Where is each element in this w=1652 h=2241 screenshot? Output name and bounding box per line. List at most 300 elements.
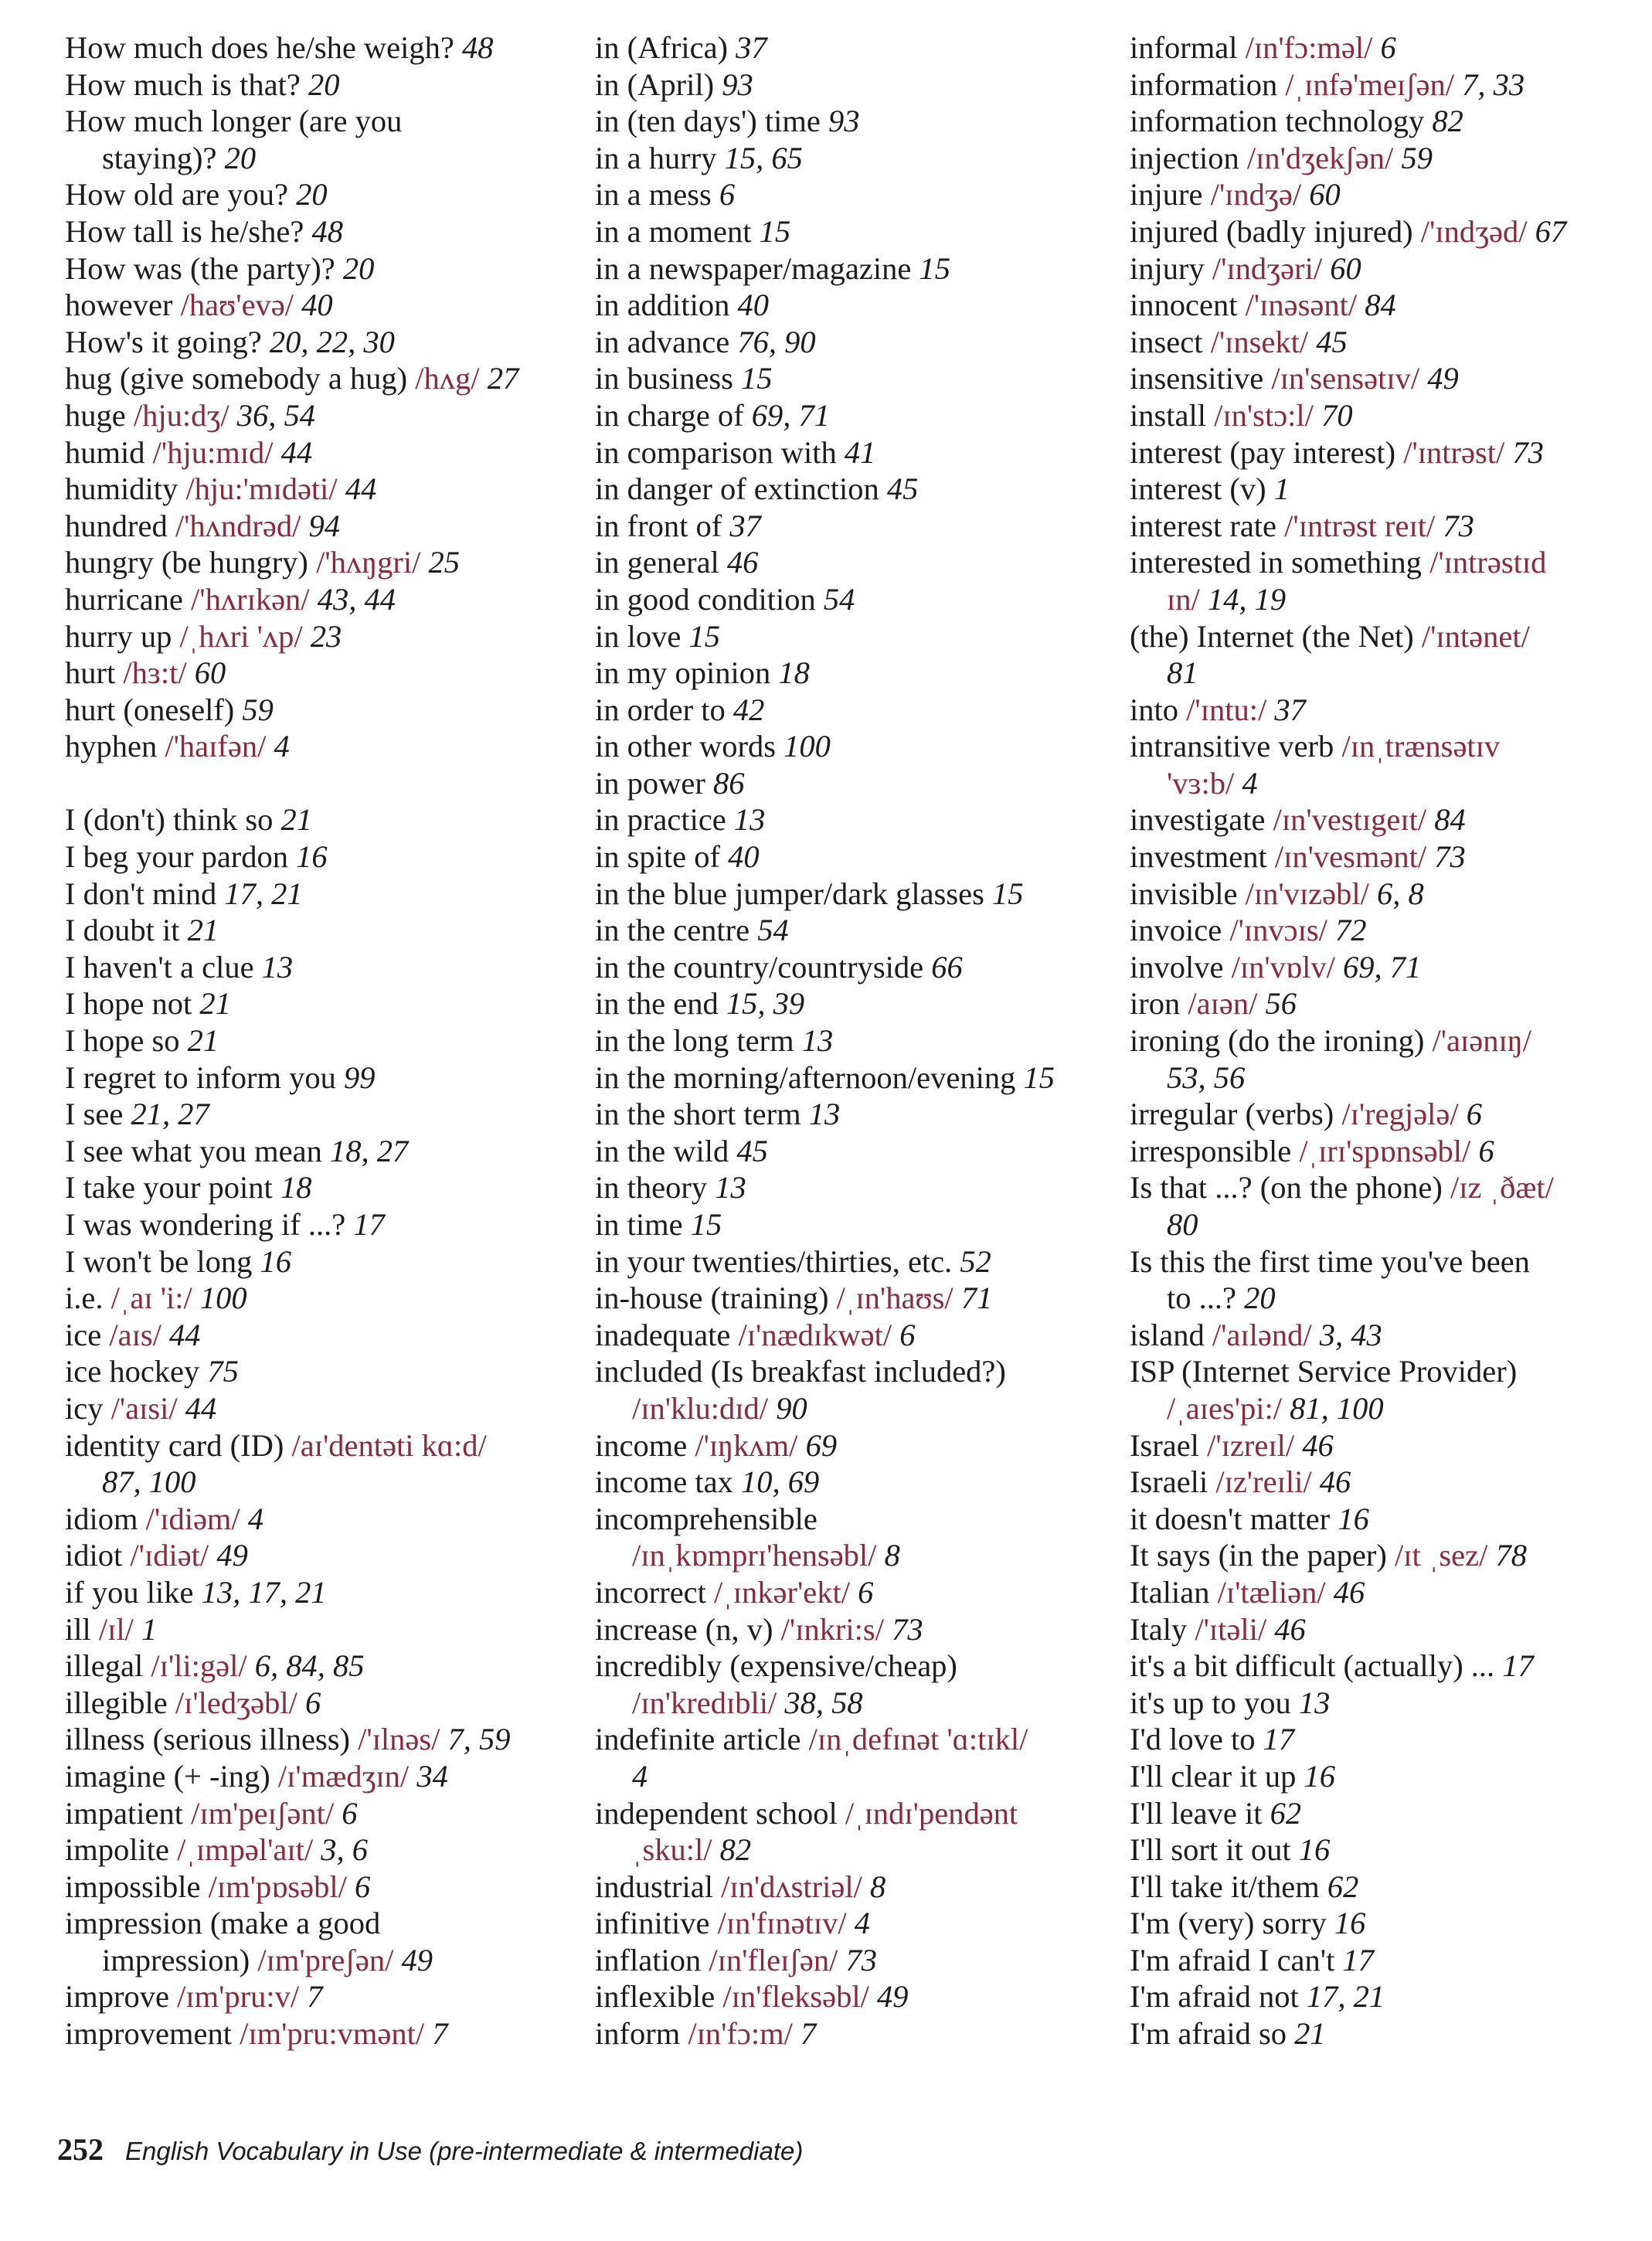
entry-headword: infinitive (595, 1906, 718, 1941)
entry-unit-numbers: 46 (1274, 1611, 1306, 1647)
entry-phonetic: /ɪm'pru:v/ (177, 1979, 308, 2015)
entry-headword: in a hurry (595, 140, 725, 175)
entry-unit-numbers: 37 (1274, 692, 1306, 727)
entry-unit-numbers: 100 (784, 729, 831, 764)
entry-phonetic: /ɪm'preʃən/ (257, 1942, 402, 1977)
entry-headword: it doesn't matter (1130, 1501, 1338, 1536)
entry-headword: investment (1130, 839, 1275, 875)
entry-phonetic: /'ɪzreɪl/ (1207, 1427, 1303, 1463)
entry-headword: investigate (1130, 802, 1273, 838)
index-entry (595, 250, 1105, 287)
entry-phonetic: /'aɪsi/ (110, 1390, 185, 1426)
entry-unit-numbers: 16 (1298, 1832, 1331, 1868)
entry-phonetic: ɪn/ (1167, 581, 1208, 617)
index-entry (1130, 1133, 1640, 1170)
entry-unit-numbers: 53, 56 (1167, 1059, 1246, 1095)
entry-headword: ISP (Internet Service Provider) (1130, 1354, 1518, 1389)
entry-phonetic: /ɪt ˌsez/ (1395, 1538, 1496, 1573)
entry-unit-numbers: 46 (1319, 1464, 1351, 1500)
entry-phonetic: /ɪ'mædʒɪn/ (277, 1758, 417, 1794)
entry-unit-numbers: 8 (870, 1869, 886, 1904)
index-entry (65, 985, 575, 1022)
entry-unit-numbers: 93 (722, 66, 753, 102)
entry-headword: illegible (65, 1685, 175, 1720)
entry-unit-numbers: 13 (801, 1023, 834, 1059)
entry-headword: income (595, 1427, 695, 1463)
page-footer (57, 2131, 803, 2168)
entry-headword: in a mess (595, 177, 719, 213)
entry-unit-numbers: 14, 19 (1207, 581, 1287, 617)
index-entry (1130, 1464, 1640, 1501)
entry-phonetic: /ɪn'dʒekʃən/ (1246, 140, 1402, 175)
index-entry (595, 949, 1105, 986)
entry-headword: I regret to inform you (65, 1059, 345, 1095)
entry-headword: I haven't a clue (65, 949, 262, 984)
entry-unit-numbers: 6 (304, 1685, 321, 1720)
entry-unit-numbers: 10, 69 (740, 1464, 820, 1500)
entry-unit-numbers: 90 (776, 1390, 807, 1426)
entry-unit-numbers: 6 (1380, 30, 1396, 65)
entry-headword: How much is that? (65, 66, 308, 102)
entry-headword: to ...? (1167, 1280, 1245, 1316)
index-entry (595, 1869, 1105, 1906)
entry-headword: identity card (ID) (65, 1427, 292, 1463)
entry-headword: I won't be long (65, 1243, 260, 1279)
index-entry (1130, 1795, 1640, 1832)
entry-headword: How old are you? (65, 177, 297, 213)
index-entry (1130, 1022, 1640, 1096)
entry-headword: imagine (+ -ing) (65, 1758, 278, 1794)
entry-phonetic: /ˌɪrɪ'spɒnsəbl/ (1299, 1133, 1479, 1168)
index-entry (1130, 66, 1640, 104)
entry-phonetic: /ɪm'pru:vmənt/ (240, 2016, 433, 2052)
entry-unit-numbers: 6 (1478, 1133, 1494, 1168)
index-entry (595, 1022, 1105, 1059)
entry-unit-numbers: 4 (854, 1906, 871, 1941)
entry-headword: in the country/countryside (595, 949, 932, 984)
index-entry (595, 876, 1105, 913)
entry-headword: I'd love to (1130, 1722, 1263, 1757)
entry-unit-numbers: 17 (353, 1207, 385, 1242)
entry-phonetic: /ˌɪmpəl'aɪt/ (177, 1832, 321, 1868)
index-entry (595, 912, 1105, 949)
entry-headword: increase (n, v) (595, 1611, 781, 1647)
index-entry (65, 912, 575, 949)
entry-phonetic: /aɪ'dentəti kɑ:d/ (291, 1427, 487, 1463)
entry-phonetic: /'ɪtəli/ (1195, 1611, 1275, 1647)
book-title: English Vocabulary in Use (pre-intermediate & intermediate) (125, 2137, 804, 2165)
entry-phonetic: /'ɪntrəstɪd (1429, 545, 1547, 580)
entry-headword: ill (65, 1611, 99, 1647)
entry-headword: incorrect (595, 1574, 715, 1610)
entry-unit-numbers: 62 (1270, 1795, 1302, 1831)
entry-unit-numbers: 6 (1466, 1097, 1482, 1132)
entry-unit-numbers: 81 (1167, 655, 1198, 691)
index-entry (65, 692, 575, 729)
entry-phonetic: /'ɪndʒəd/ (1420, 213, 1535, 249)
entry-unit-numbers: 60 (194, 655, 226, 691)
entry-unit-numbers: 43, 44 (317, 581, 396, 617)
entry-unit-numbers: 27 (487, 361, 519, 396)
entry-headword: in theory (595, 1170, 716, 1206)
entry-phonetic: /aɪən/ (1188, 986, 1266, 1022)
index-entry (65, 1574, 575, 1611)
index-entry (65, 324, 575, 361)
index-entry (65, 1721, 575, 1758)
entry-headword: I was wondering if ...? (65, 1207, 354, 1242)
entry-phonetic: /'haɪfən/ (165, 729, 274, 764)
entry-headword: in-house (training) (595, 1280, 837, 1316)
entry-headword: insensitive (1130, 361, 1272, 396)
entry-unit-numbers: 4 (1242, 765, 1258, 801)
entry-phonetic: /ˌaɪes'pi:/ (1167, 1390, 1290, 1426)
entry-unit-numbers: 6 (342, 1795, 358, 1831)
entry-headword: I take your point (65, 1170, 280, 1206)
entry-headword: idiot (65, 1538, 131, 1573)
entry-headword: in the blue jumper/dark glasses (595, 876, 993, 911)
entry-phonetic: /ɪn'fleksəbl/ (722, 1979, 877, 2015)
entry-unit-numbers: 4 (247, 1501, 264, 1536)
entry-unit-numbers: 21 (187, 1023, 219, 1059)
entry-unit-numbers: 8 (884, 1538, 900, 1573)
entry-headword: in (ten days') time (595, 104, 828, 139)
index-entry (595, 1905, 1105, 1942)
entry-unit-numbers: 69, 71 (751, 397, 831, 433)
entry-headword: income tax (595, 1464, 741, 1500)
entry-unit-numbers: 80 (1167, 1207, 1198, 1242)
index-entry (1130, 1758, 1640, 1795)
entry-headword: hyphen (65, 729, 165, 764)
index-entry (1130, 176, 1640, 213)
index-entry (1130, 838, 1640, 876)
index-entry (1130, 949, 1640, 986)
entry-headword: iron (1130, 986, 1188, 1022)
index-entry (595, 103, 1105, 140)
entry-unit-numbers: 73 (845, 1942, 877, 1977)
index-entry (1130, 544, 1640, 617)
entry-headword: inadequate (595, 1317, 739, 1352)
index-entry (1130, 1317, 1640, 1354)
entry-headword: I hope so (65, 1023, 188, 1059)
index-entry (1130, 1096, 1640, 1133)
entry-unit-numbers: 20, 22, 30 (269, 324, 395, 359)
entry-unit-numbers: 45 (736, 1133, 768, 1168)
entry-unit-numbers: 52 (960, 1243, 991, 1279)
entry-headword: I'll sort it out (1130, 1832, 1299, 1868)
entry-phonetic: /ɪl/ (98, 1611, 142, 1647)
index-entry (1130, 2015, 1640, 2052)
index-entry (595, 213, 1105, 250)
entry-headword: it's up to you (1130, 1685, 1299, 1720)
index-entry (595, 1464, 1105, 1501)
index-entry (595, 728, 1105, 765)
index-entry (65, 1611, 575, 1648)
entry-headword: in the long term (595, 1023, 802, 1059)
entry-headword: in the centre (595, 913, 758, 948)
index-entry (65, 66, 575, 104)
entry-headword: hurt (65, 655, 124, 691)
entry-unit-numbers: 1 (141, 1611, 158, 1647)
entry-headword: injury (1130, 250, 1212, 286)
entry-unit-numbers: 20 (308, 66, 340, 102)
index-entry (1130, 29, 1640, 66)
index-entry (595, 1721, 1105, 1794)
entry-unit-numbers: 37 (729, 508, 761, 543)
entry-headword: in charge of (595, 397, 752, 433)
index-entry (65, 1096, 575, 1133)
entry-unit-numbers: 67 (1535, 213, 1567, 249)
entry-unit-numbers: 13 (808, 1097, 841, 1132)
index-entry (65, 949, 575, 986)
entry-unit-numbers: 40 (728, 839, 760, 875)
entry-unit-numbers: 15 (992, 876, 1024, 911)
index-entry (1130, 1869, 1640, 1906)
entry-phonetic: /hju:'mɪdəti/ (185, 471, 345, 507)
index-entry (595, 1978, 1105, 2015)
entry-unit-numbers: 4 (274, 729, 290, 764)
entry-phonetic: /ɪz ˌðæt/ (1450, 1170, 1554, 1206)
index-entry (595, 508, 1105, 545)
entry-headword: I'm afraid I can't (1130, 1942, 1343, 1977)
index-entry (65, 1685, 575, 1722)
entry-headword: How much longer (are you (65, 104, 403, 139)
index-entry (65, 655, 575, 692)
entry-headword: invisible (1130, 876, 1246, 911)
entry-headword: interest (v) (1130, 471, 1274, 507)
entry-headword: in advance (595, 324, 738, 359)
entry-unit-numbers: 76, 90 (737, 324, 816, 359)
entry-headword: in good condition (595, 581, 824, 617)
entry-phonetic: /'hʌndrəd/ (175, 508, 309, 543)
entry-headword: invoice (1130, 913, 1230, 948)
entry-headword: improve (65, 1979, 178, 2015)
entry-unit-numbers: 21 (187, 913, 219, 948)
page-number: 252 (57, 2132, 104, 2167)
index-entry (65, 618, 575, 655)
entry-headword: hurricane (65, 581, 192, 617)
entry-phonetic: /'aɪənɪŋ/ (1432, 1023, 1531, 1059)
index-entry (595, 140, 1105, 177)
entry-phonetic: /ɪn'klu:dɪd/ (632, 1390, 777, 1426)
index-entry (1130, 1353, 1640, 1427)
entry-headword: irresponsible (1130, 1133, 1300, 1168)
entry-unit-numbers: 73 (892, 1611, 923, 1647)
index-entry (65, 176, 575, 213)
entry-headword: interest rate (1130, 508, 1285, 543)
index-entry (1130, 1685, 1640, 1722)
entry-phonetic: /ɪnˌtrænsətɪv (1341, 729, 1501, 764)
index-entry (595, 66, 1105, 104)
index-entry (65, 1059, 575, 1097)
entry-phonetic: /'aɪlənd/ (1212, 1317, 1320, 1352)
entry-unit-numbers: 6, 84, 85 (254, 1648, 365, 1684)
entry-headword: inflation (595, 1942, 709, 1977)
entry-unit-numbers: 75 (207, 1354, 239, 1389)
entry-unit-numbers: 94 (308, 508, 340, 543)
entry-headword: independent school (595, 1795, 845, 1831)
entry-headword: illegal (65, 1648, 151, 1684)
entry-phonetic: /ɪn'fɪnətɪv/ (717, 1906, 855, 1941)
index-entry (595, 1096, 1105, 1133)
index-entry (65, 397, 575, 434)
entry-phonetic: /'ɪdiət/ (130, 1538, 217, 1573)
entry-unit-numbers: 72 (1335, 913, 1367, 948)
entry-headword: I'll take it/them (1130, 1869, 1327, 1904)
entry-headword: Italy (1130, 1611, 1195, 1647)
entry-headword: in power (595, 765, 713, 801)
entry-unit-numbers: 59 (242, 692, 274, 727)
entry-unit-numbers: 21 (199, 986, 231, 1022)
entry-headword: humid (65, 434, 153, 470)
entry-unit-numbers: 15 (741, 361, 773, 396)
entry-unit-numbers: 37 (736, 30, 767, 65)
entry-unit-numbers: 15 (919, 250, 950, 286)
entry-unit-numbers: 62 (1327, 1869, 1359, 1904)
index-entry (595, 1243, 1105, 1280)
entry-headword: included (Is breakfast included?) (595, 1354, 1006, 1389)
entry-unit-numbers: 21 (1294, 2016, 1326, 2052)
index-entry (65, 508, 575, 545)
entry-phonetic: /ɪ'tæliən/ (1217, 1574, 1334, 1610)
entry-phonetic: /ɪn'stɔ:l/ (1214, 397, 1322, 433)
entry-unit-numbers: 15, 65 (724, 140, 803, 175)
entry-unit-numbers: 49 (1427, 361, 1459, 396)
index-entry (65, 838, 575, 876)
entry-phonetic: /ɪ'nædɪkwət/ (738, 1317, 900, 1352)
entry-unit-numbers: 7 (307, 1979, 323, 2015)
entry-headword: idiom (65, 1501, 146, 1536)
entry-unit-numbers: 16 (1338, 1501, 1369, 1536)
index-column-2 (595, 29, 1105, 2052)
index-entry (595, 765, 1105, 802)
index-entry (1130, 1942, 1640, 1979)
index-entry (65, 287, 575, 324)
entry-headword: Israel (1130, 1427, 1208, 1463)
entry-headword: Is this the first time you've been (1130, 1243, 1530, 1279)
entry-unit-numbers: 42 (733, 692, 765, 727)
index-entry (1130, 397, 1640, 434)
entry-headword: in a newspaper/magazine (595, 250, 919, 286)
entry-unit-numbers: 46 (1302, 1427, 1334, 1463)
index-entry (65, 1831, 575, 1869)
entry-phonetic: /hɜ:t/ (123, 655, 195, 691)
index-entry (65, 1022, 575, 1059)
entry-phonetic: /'ɪndʒə/ (1210, 177, 1310, 213)
index-entry (65, 103, 575, 176)
entry-unit-numbers: 49 (401, 1942, 433, 1977)
entry-unit-numbers: 56 (1265, 986, 1297, 1022)
index-entry (595, 324, 1105, 361)
index-entry (595, 1942, 1105, 1979)
entry-unit-numbers: 7, 59 (447, 1722, 511, 1757)
entry-headword: How was (the party)? (65, 250, 343, 286)
entry-unit-numbers: 86 (712, 765, 745, 801)
entry-phonetic: /ɪn'fɔ:m/ (688, 2016, 801, 2052)
entry-phonetic: /ɪnˌdefɪnət 'ɑ:tɪkl/ (808, 1722, 1028, 1757)
index-entry (65, 1758, 575, 1795)
entry-unit-numbers: 20 (342, 250, 375, 286)
entry-unit-numbers: 73 (1512, 434, 1544, 470)
entry-headword: It says (in the paper) (1130, 1538, 1395, 1573)
entry-headword: Is that ...? (on the phone) (1130, 1170, 1451, 1206)
index-entry (595, 655, 1105, 692)
entry-unit-numbers: 59 (1401, 140, 1433, 175)
entry-unit-numbers: 20 (296, 177, 328, 213)
entry-unit-numbers: 6, 8 (1377, 876, 1424, 911)
entry-phonetic: /ɪn'fleɪʃən/ (709, 1942, 846, 1977)
index-entry (595, 287, 1105, 324)
entry-headword: in the short term (595, 1097, 809, 1132)
entry-unit-numbers: 100 (199, 1280, 247, 1316)
index-entry (595, 1427, 1105, 1464)
entry-phonetic: /'ɪntənet/ (1421, 618, 1530, 654)
index-entry (1130, 1427, 1640, 1464)
entry-phonetic: /'ɪntrəst reɪt/ (1284, 508, 1443, 543)
entry-unit-numbers: 16 (260, 1243, 292, 1279)
entry-headword: hungry (be hungry) (65, 545, 317, 580)
entry-unit-numbers: 17 (1502, 1648, 1534, 1684)
index-entry (1130, 1169, 1640, 1243)
entry-headword: How's it going? (65, 324, 270, 359)
entry-phonetic: /ɪn'sensətɪv/ (1271, 361, 1428, 396)
entry-headword: in spite of (595, 839, 729, 875)
entry-unit-numbers: 44 (345, 471, 377, 507)
entry-headword: I see (65, 1097, 131, 1132)
index-entry (595, 1353, 1105, 1427)
index-entry (1130, 618, 1640, 692)
index-entry (595, 397, 1105, 434)
entry-unit-numbers: 34 (416, 1758, 448, 1794)
index-entry (595, 29, 1105, 66)
index-entry (1130, 1721, 1640, 1758)
entry-unit-numbers: 44 (168, 1317, 201, 1352)
index-entry (595, 176, 1105, 213)
entry-unit-numbers: 6 (858, 1574, 874, 1610)
index-entry (1130, 360, 1640, 397)
entry-unit-numbers: 15 (759, 213, 791, 249)
entry-headword: ironing (do the ironing) (1130, 1023, 1433, 1059)
entry-unit-numbers: 21, 27 (131, 1097, 209, 1132)
entry-phonetic: /ɪ'regjələ/ (1341, 1097, 1467, 1132)
index-entry (1130, 1501, 1640, 1538)
entry-headword: illness (serious illness) (65, 1722, 359, 1757)
entry-phonetic: /ˌɪndɪ'pendənt (845, 1795, 1018, 1831)
entry-unit-numbers: 48 (462, 30, 494, 65)
entry-phonetic: /aɪs/ (109, 1317, 169, 1352)
entry-headword: impatient (65, 1795, 192, 1831)
entry-headword: hurt (oneself) (65, 692, 243, 727)
entry-unit-numbers: 4 (632, 1758, 648, 1794)
entry-headword: in a moment (595, 213, 760, 249)
entry-unit-numbers: 18 (778, 655, 810, 691)
entry-headword: inform (595, 2016, 688, 2052)
index-entry (1130, 1831, 1640, 1869)
index-entry (65, 250, 575, 287)
entry-unit-numbers: 18 (280, 1170, 312, 1206)
index-entry (595, 1280, 1105, 1317)
index-entry (65, 471, 575, 508)
entry-headword: island (1130, 1317, 1212, 1352)
entry-headword: I'm (very) sorry (1130, 1906, 1334, 1941)
index-entry (1130, 985, 1640, 1022)
entry-phonetic: /ˌɪn'haʊs/ (836, 1280, 961, 1316)
index-entry (1130, 1978, 1640, 2015)
entry-phonetic: 'vɜ:b/ (1167, 765, 1242, 801)
entry-headword: into (1130, 692, 1187, 727)
entry-headword: incomprehensible (595, 1501, 818, 1536)
index-entry (65, 2015, 575, 2052)
entry-headword: it's a bit difficult (actually) ... (1130, 1648, 1503, 1684)
